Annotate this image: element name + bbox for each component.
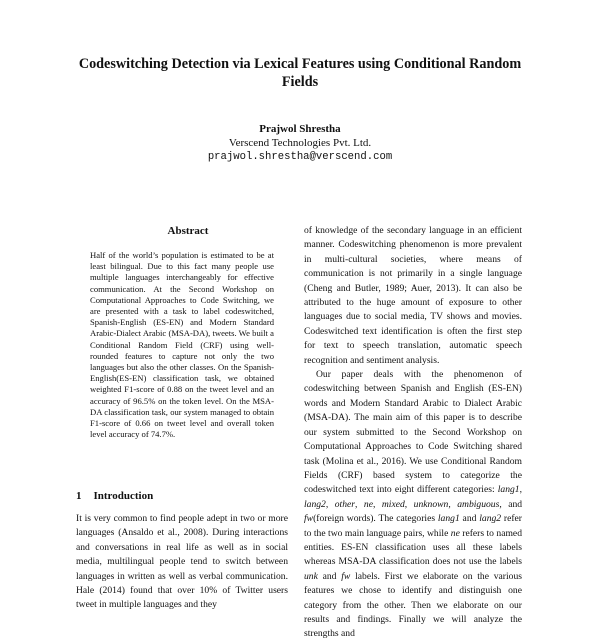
- section-title: Introduction: [93, 490, 154, 502]
- p2-part-d: refers to named entities. ES-EN classification uses all these labels whereas MSA-DA classification does not use the labels: [304, 527, 522, 568]
- p2-part-b: (foreign words). The categories: [313, 513, 438, 525]
- right-paragraph-2: Our paper deals with the phenomenon of codeswitching between Spanish and English (ES-EN) words and Modern Standard Arabic to Dialect Arabic (MSA-DA). The main aim of this paper is to describe our system submitted to the Second Workshop on Computational Approaches to Code Switching shared task (Molina et al., 2016). We use Conditional Random Fields (CRF) based system to categorize the codeswitched text into eight different categories: lang1, lang2, other, ne, mixed, unknown, ambiguous, and fw(foreign words). The categories lang1 and lang2 refer to the two main language pairs, while ne refers to named entities. ES-EN classification uses all these labels whereas MSA-DA classification does not use the labels unk and fw labels. First we elaborate on the various features we chose to identify and distinguish one category from the other. Then we elaborate on our results and findings. Finally we will analyze the strengths and: [304, 369, 523, 640]
- abstract-text: Half of the world’s population is estimated to be at least bilingual. Due to this fact many people use multiple languages interchangeably for effective communication. At the Second Workshop on Computational Approaches to Code Switching, we are presented with a task to label codeswitched, Spanish-English (ES-EN) and Modern Standard Arabic-Dialect Arabic (MSA-DA), tweets. We built a Conditional Random Field (CRF) using well-rounded features to capture not only the two languages but also the other classes. On the Spanish-English(ES-EN) classification task, we obtained weighted F1-score of 0.88 on the tweet level and an accuracy of 96.5% on the token level. On the MSA-DA classification task, our system managed to obtain F1-score of 0.66 on tweet level and overall token level accuracy of 74.7%.: [90, 250, 274, 440]
- introduction-body: [76, 512, 288, 613]
- label-ambiguous: ambiguous: [457, 498, 500, 510]
- author-email: prajwol.shrestha@verscend.com: [207, 151, 393, 163]
- label-mixed: mixed: [381, 498, 405, 510]
- label-lang1-ref: lang1: [437, 513, 460, 525]
- p2-part-e: labels. First we elaborate on the various features we chose to identify and distinguish one category from the other. Then we elaborate on our results and findings. Finally we will analyze the strengths and: [304, 570, 522, 640]
- author-name: Prajwol Shrestha: [259, 123, 341, 135]
- label-lang1: lang1: [497, 484, 520, 496]
- abstract-heading: Abstract: [167, 225, 209, 237]
- label-fw-ref: fw: [341, 570, 351, 582]
- label-lang2: lang2: [304, 498, 326, 510]
- p2-part-a: Our paper deals with the phenomenon of codeswitching between Spanish and English (ES-EN) words and Modern Standard Arabic to Dialect Arabic (MSA-DA). The main aim of this paper is to describe our system submitted to the Second Workshop on Computational Approaches to Code Switching shared task (Molina et al., 2016). We use Conditional Random Fields (CRF) based system to categorize the codeswitched text into eight different categories:: [304, 369, 522, 496]
- label-ne: ne: [363, 498, 373, 510]
- author-affiliation: Verscend Technologies Pvt. Ltd.: [228, 137, 372, 149]
- paper-title: Codeswitching Detection via Lexical Features using Conditional Random Fields: [78, 56, 522, 90]
- author-block: [100, 122, 500, 164]
- right-paragraph-1: of knowledge of the secondary language in an efficient manner. Codeswitching phenomenon is more prevalent in multi-cultural societies, where means of communication is not primarily in a single language (Cheng and Butler, 1989; Auer, 2013). It can also be attributed to the huge amount of exposure to other languages due to social media, TV shows and movies. Codeswitched text identification is often the first step for text to speech translation, automatic speech recognition and sentiment analysis.: [304, 225, 522, 366]
- label-other: other: [334, 498, 356, 510]
- label-unk-ref: unk: [304, 570, 318, 582]
- section-number: 1: [76, 490, 82, 502]
- abstract-body: [90, 250, 274, 440]
- introduction-text: It is very common to find people adept in two or more languages (Ansaldo et al., 2008). During interactions and conversations in real life as well as in social media, multilingual people tend to switch between languages in written as well as verbal communication. Hale (2014) found that over 10% of Twitter users tweet in multiple languages and they: [76, 513, 288, 611]
- right-column: [304, 224, 522, 642]
- p2-part-c: refer to the two main language pairs, while: [304, 513, 523, 539]
- label-ne-ref: ne: [450, 527, 460, 539]
- label-fw: fw: [304, 513, 314, 525]
- label-unknown: unknown: [413, 498, 449, 510]
- label-lang2-ref: lang2: [479, 513, 502, 525]
- section-heading-introduction: [76, 490, 153, 502]
